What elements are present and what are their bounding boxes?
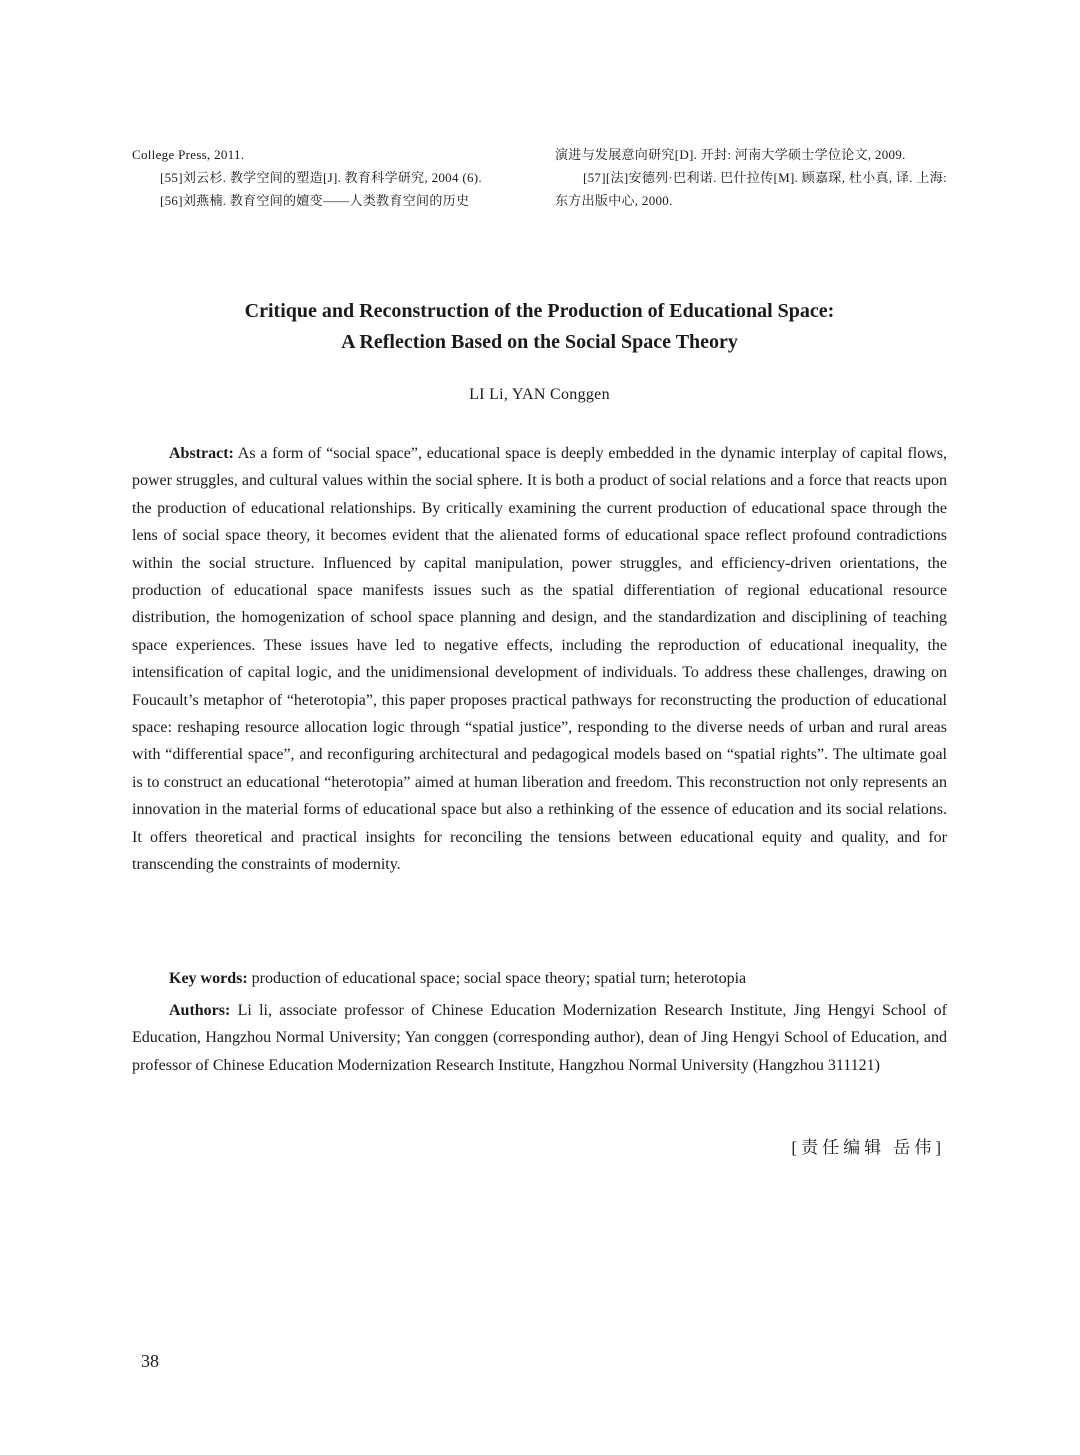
- reference-entry: 演进与发展意向研究[D]. 开封: 河南大学硕士学位论文, 2009.: [555, 147, 906, 162]
- authors-info-paragraph: [132, 997, 947, 1079]
- reference-entry: [57][法]安德列·巴利诺. 巴什拉传[M]. 顾嘉琛, 杜小真, 译. 上海: 东方出版中心, 2000.: [555, 170, 947, 208]
- reference-entry: [56]刘燕楠. 教育空间的嬗变——人类教育空间的历史: [160, 193, 470, 208]
- keywords-label: Key words:: [169, 970, 248, 987]
- keywords-text: production of educational space; social space theory; spatial turn; heterotopia: [251, 970, 747, 987]
- authors-info-text: Li li, associate professor of Chinese Education Modernization Research Institute, Jing Hengyi School of Education, Hangzhou Normal University; Yan conggen (corresponding author), dean of Jing Hengyi School of Education, and professor of Chinese Education Modernization Research Institute, Hangzhou Normal University (Hangzhou 311121): [132, 1002, 948, 1074]
- abstract-label: Abstract:: [169, 445, 234, 462]
- authors-info-label: Authors:: [169, 1002, 231, 1019]
- reference-entry: [55]刘云杉. 教学空间的塑造[J]. 教育科学研究, 2004 (6).: [160, 170, 482, 185]
- references-left-column: [132, 143, 524, 212]
- abstract-text: As a form of “social space”, educational space is deeply embedded in the dynamic interplay of capital flows, power struggles, and cultural values within the social sphere. It is both a product of social relations and a force that reacts upon the production of educational relationships. By critically examining the current production of educational space through the lens of social space theory, it becomes evident that the alienated forms of educational space reflect profound contradictions within the social structure. Influenced by capital manipulation, power struggles, and efficiency-driven orientations, the production of educational space manifests issues such as the spatial differentiation of regional educational resource distribution, the homogenization of school space planning and design, and the standardization and disciplining of teaching space experiences. These issues have led to negative effects, including the reproduction of educational inequality, the intensification of capital logic, and the unidimensional development of individuals. To address these challenges, drawing on Foucault’s metaphor of “heterotopia”, this paper proposes practical pathways for reconstructing the production of educational space: reshaping resource allocation logic through “spatial justice”, responding to the diverse needs of urban and rural areas with “differential space”, and reconfiguring architectural and pedagogical models based on “spatial rights”. The ultimate goal is to construct an educational “heterotopia” aimed at human liberation and freedom. This reconstruction not only represents an innovation in the material forms of educational space but also a rethinking of the essence of education and its social relations. It offers theoretical and practical insights for reconciling the tensions between educational equity and quality, and for transcending the constraints of modernity.: [132, 445, 947, 874]
- title-line-2: A Reflection Based on the Social Space Theory: [341, 331, 738, 353]
- abstract-paragraph: [132, 440, 947, 879]
- title-line-1: Critique and Reconstruction of the Production of Educational Space:: [244, 300, 835, 322]
- editor-note: [责任编辑 岳伟]: [791, 1138, 945, 1157]
- article-title: [132, 296, 947, 358]
- keywords-paragraph: [132, 965, 947, 992]
- page-number: 38: [141, 1351, 159, 1371]
- author-names: LI Li, YAN Conggen: [469, 386, 610, 403]
- references-section: [132, 143, 947, 212]
- reference-entry: College Press, 2011.: [132, 147, 245, 162]
- references-right-column: [555, 143, 947, 212]
